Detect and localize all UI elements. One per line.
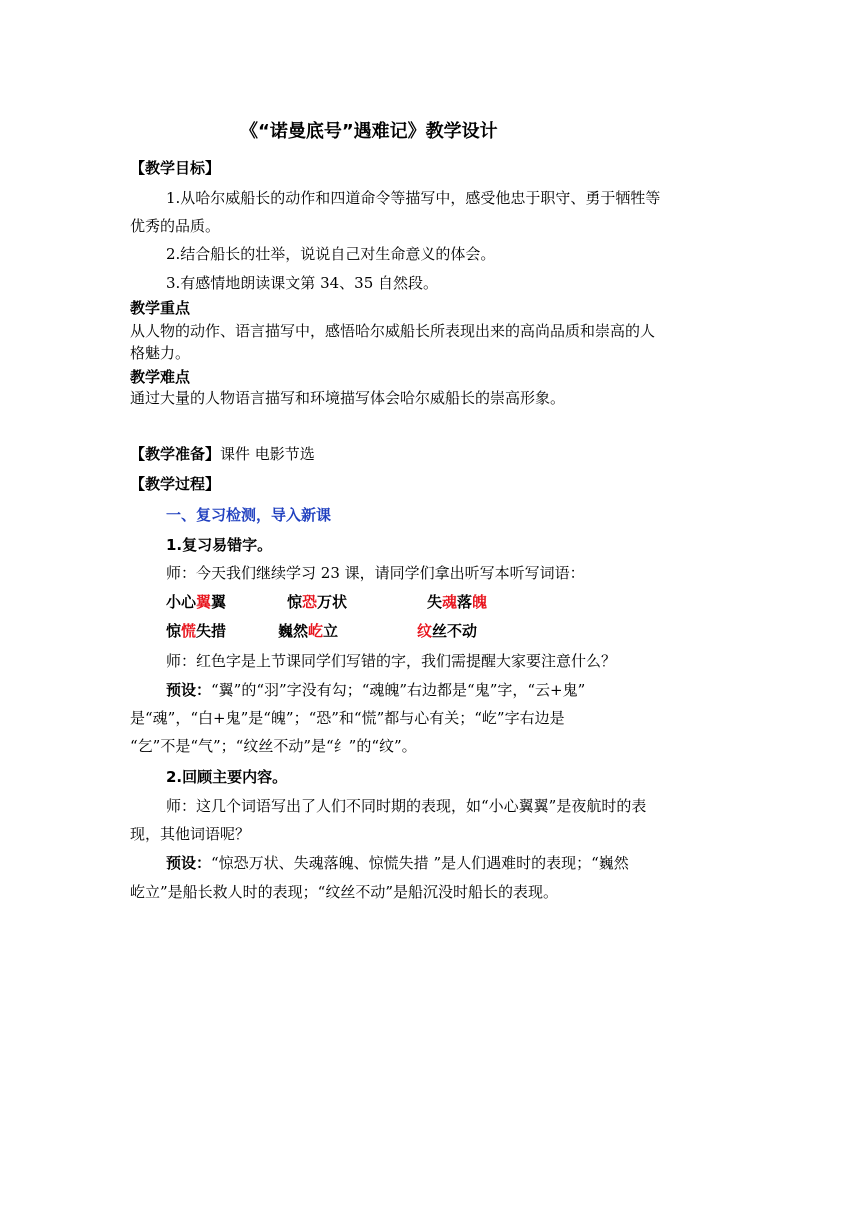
word-5-part: 立 xyxy=(323,622,339,640)
word-2-error-char: 恐 xyxy=(302,593,318,611)
section-1-heading: 一、复习检测，导入新课 xyxy=(166,506,332,524)
preset-2 xyxy=(166,852,629,874)
step-1-heading: 1.复习易错字。 xyxy=(166,536,273,554)
word-6-error-char: 纹 xyxy=(417,622,433,640)
word-1-part: 小心 xyxy=(166,593,197,611)
word-4-error-char: 慌 xyxy=(181,622,197,640)
word-2-part: 万状 xyxy=(317,593,348,611)
goals-heading: 【教学目标】 xyxy=(130,159,221,177)
preset-2-text: “惊恐万状、失魂落魄、惊慌失措 ”是人们遇难时的表现；“巍然 xyxy=(211,854,629,872)
teacher-line-3-cont: 现，其他词语呢？ xyxy=(130,825,251,843)
focus-text-cont: 格魅力。 xyxy=(130,344,191,362)
preset-1 xyxy=(166,679,585,701)
preset-label: 预设： xyxy=(166,681,212,699)
goal-item-1-cont: 优秀的品质。 xyxy=(130,217,221,235)
teacher-line-1: 师：今天我们继续学习 23 课，请同学们拿出听写本听写词语： xyxy=(166,564,585,582)
prep-content: 课件 电影节选 xyxy=(220,445,315,463)
prep-heading: 【教学准备】 xyxy=(130,445,221,463)
teacher-line-3: 师：这几个词语写出了人们不同时期的表现，如“小心翼翼”是夜航时的表 xyxy=(166,797,647,815)
focus-text: 从人物的动作、语言描写中，感悟哈尔威船长所表现出来的高尚品质和崇高的人 xyxy=(130,322,656,340)
document-title: 《“诺曼底号”遇难记》教学设计 xyxy=(240,121,498,142)
word-3 xyxy=(427,591,487,613)
word-6-part: 丝不动 xyxy=(432,622,478,640)
word-2-part: 惊 xyxy=(287,593,303,611)
goal-item-1: 1.从哈尔威船长的动作和四道命令等描写中，感受他忠于职守、勇于牺牲等 xyxy=(166,189,661,207)
prep-line xyxy=(130,443,315,465)
process-heading: 【教学过程】 xyxy=(130,475,221,493)
word-3-part: 落 xyxy=(457,593,473,611)
preset-1-line-3: “乞”不是“气”；“纹丝不动”是“纟”的“纹”。 xyxy=(130,737,417,755)
focus-heading: 教学重点 xyxy=(130,299,191,317)
word-5-part: 巍然 xyxy=(278,622,309,640)
word-1-part: 翼 xyxy=(211,593,227,611)
goal-item-2: 2.结合船长的壮举，说说自己对生命意义的体会。 xyxy=(166,245,496,263)
word-1 xyxy=(166,591,226,613)
preset-2-label: 预设： xyxy=(166,854,212,872)
word-5-error-char: 屹 xyxy=(308,622,324,640)
goal-item-3: 3.有感情地朗读课文第 34、35 自然段。 xyxy=(166,274,439,292)
word-3-part: 失 xyxy=(427,593,443,611)
preset-2-line-2: 屹立”是船长救人时的表现；“纹丝不动”是船沉没时船长的表现。 xyxy=(130,883,559,901)
word-3-error-char: 魂 xyxy=(442,593,458,611)
preset-1-line-2: 是“魂”，“白+鬼”是“魄”；“恐”和“慌”都与心有关；“屹”字右边是 xyxy=(130,709,565,727)
difficulty-text: 通过大量的人物语言描写和环境描写体会哈尔威船长的崇高形象。 xyxy=(130,389,566,407)
word-4 xyxy=(166,620,226,642)
step-2-heading: 2.回顾主要内容。 xyxy=(166,768,288,786)
word-2 xyxy=(287,591,347,613)
preset-1-text: “翼”的“羽”字没有勾；“魂魄”右边都是“鬼”字，“云+鬼” xyxy=(211,681,586,699)
word-6 xyxy=(417,620,477,642)
difficulty-heading: 教学难点 xyxy=(130,368,191,386)
word-1-error-char: 翼 xyxy=(196,593,212,611)
word-4-part: 失措 xyxy=(196,622,227,640)
teacher-line-2: 师：红色字是上节课同学们写错的字，我们需提醒大家要注意什么？ xyxy=(166,652,617,670)
word-3-error-char: 魄 xyxy=(472,593,488,611)
word-5 xyxy=(278,620,338,642)
word-4-part: 惊 xyxy=(166,622,182,640)
